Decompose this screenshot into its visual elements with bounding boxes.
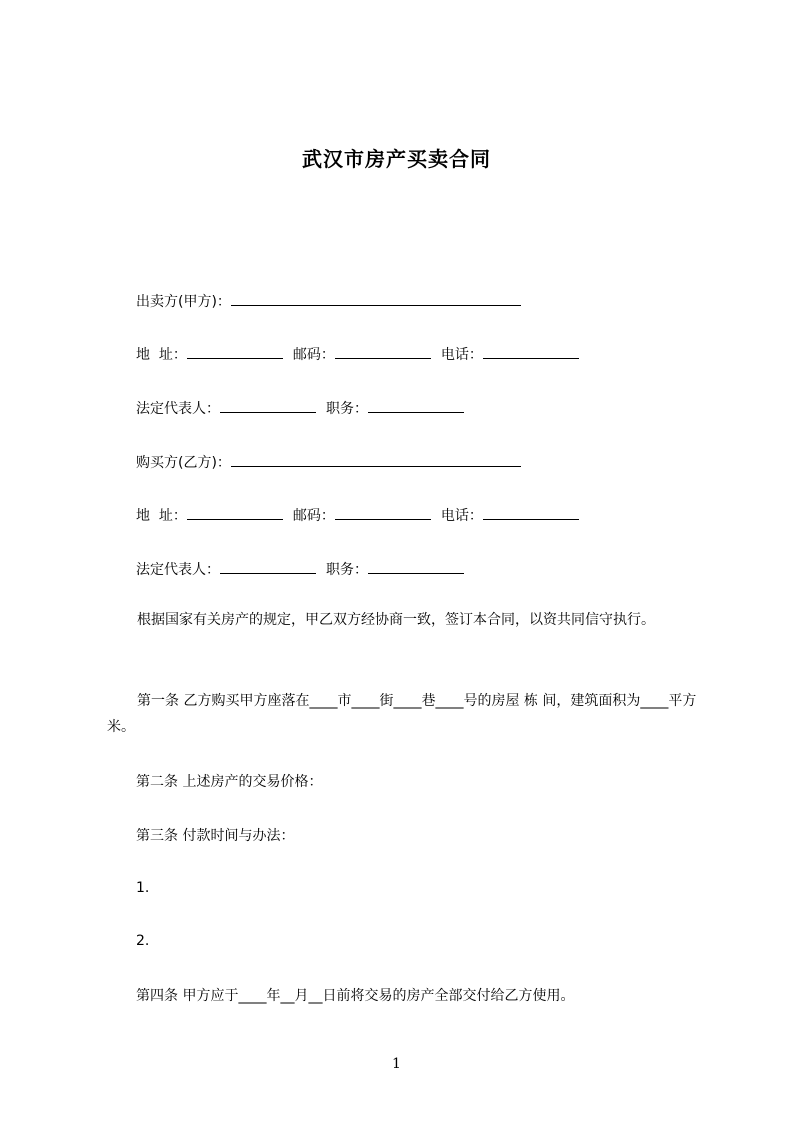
seller-legal-rep-blank[interactable]	[220, 398, 316, 413]
buyer-position-label: 职务：	[326, 562, 368, 578]
buyer-legal-rep-line	[136, 559, 464, 580]
seller-legal-rep-label: 法定代表人：	[136, 401, 220, 417]
seller-name-blank[interactable]	[231, 291, 521, 306]
buyer-legal-rep-blank[interactable]	[220, 559, 316, 574]
payment-item-2: 2.	[136, 933, 150, 949]
article-2-line: 第二条 上述房产的交易价格：	[136, 774, 323, 790]
seller-phone-label: 电话：	[440, 347, 483, 363]
seller-address-blank[interactable]	[187, 344, 283, 359]
seller-name-line	[136, 291, 521, 312]
buyer-address-label: 地 址：	[136, 508, 187, 524]
payment-item-1: 1.	[136, 880, 150, 896]
document-title: 武汉市房产买卖合同	[302, 147, 491, 171]
buyer-label: 购买方(乙方)：	[136, 455, 231, 471]
preamble-text: 根据国家有关房产的规定，甲乙双方经协商一致，签订本合同，以资共同信守执行。	[137, 612, 655, 628]
seller-position-label: 职务：	[326, 401, 368, 417]
seller-phone-blank[interactable]	[483, 344, 579, 359]
page-number: 1	[392, 1056, 401, 1072]
buyer-phone-label: 电话：	[440, 508, 483, 524]
buyer-address-line	[136, 505, 579, 526]
buyer-address-blank[interactable]	[187, 505, 283, 520]
buyer-legal-rep-label: 法定代表人：	[136, 562, 220, 578]
buyer-name-blank[interactable]	[231, 452, 521, 467]
buyer-postcode-blank[interactable]	[335, 505, 431, 520]
seller-legal-rep-line	[136, 398, 464, 419]
seller-label: 出卖方(甲方)：	[136, 294, 231, 310]
seller-address-line	[136, 344, 579, 365]
buyer-phone-blank[interactable]	[483, 505, 579, 520]
buyer-name-line	[136, 452, 521, 473]
preamble-paragraph	[107, 607, 701, 633]
article-1-paragraph	[107, 688, 701, 740]
seller-postcode-blank[interactable]	[335, 344, 431, 359]
seller-position-blank[interactable]	[368, 398, 464, 413]
buyer-postcode-label: 邮码：	[292, 508, 335, 524]
seller-postcode-label: 邮码：	[292, 347, 335, 363]
buyer-position-blank[interactable]	[368, 559, 464, 574]
article-4-line: 第四条 甲方应于____年__月__日前将交易的房产全部交付给乙方使用。	[136, 988, 575, 1004]
seller-address-label: 地 址：	[136, 347, 187, 363]
article-1-text: 第一条 乙方购买甲方座落在____市____街____巷____号的房屋 栋 间，建筑面积为____平方米。	[107, 693, 697, 735]
article-3-line: 第三条 付款时间与办法：	[136, 828, 295, 844]
